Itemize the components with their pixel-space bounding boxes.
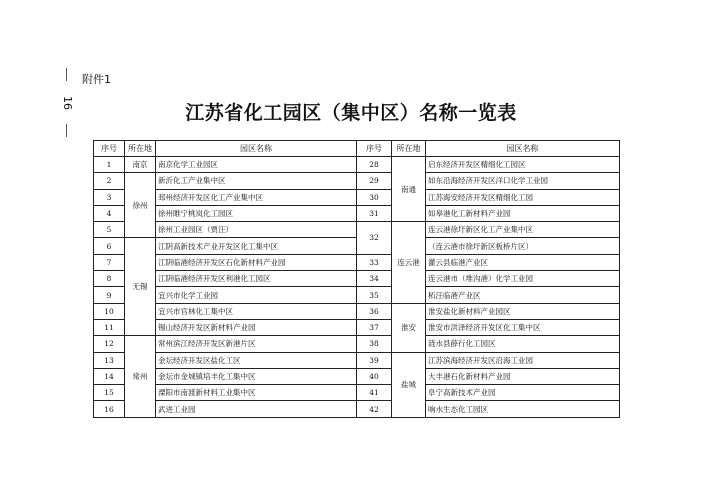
park-name-cell: 金坛市金城镇培丰化工集中区 xyxy=(156,368,357,384)
margin-dash-bottom xyxy=(66,124,67,137)
table-header-row xyxy=(94,141,620,157)
table-row xyxy=(94,222,620,238)
seq-cell: 28 xyxy=(357,157,392,173)
location-cell: 盐城 xyxy=(392,352,426,417)
header-park-name-2: 园区名称 xyxy=(426,141,620,157)
park-name-cell: 大丰港石化新材料产业园 xyxy=(426,368,620,384)
document-title: 江苏省化工园区（集中区）名称一览表 xyxy=(185,102,517,124)
header-seq-2: 序号 xyxy=(357,141,392,157)
park-name-cell: 阜宁高新技术产业园 xyxy=(426,385,620,401)
park-name-cell: 淮安盐化新材料产业园区 xyxy=(426,303,620,319)
seq-cell: 6 xyxy=(94,238,125,254)
park-name-cell: 宜兴市化学工业园 xyxy=(156,287,357,303)
header-location: 所在地 xyxy=(125,141,156,157)
location-cell: 连云港 xyxy=(392,222,426,303)
header-park-name: 园区名称 xyxy=(156,141,357,157)
table-row xyxy=(94,336,620,352)
header-seq: 序号 xyxy=(94,141,125,157)
location-cell: 南京 xyxy=(125,157,156,173)
chemical-parks-table xyxy=(93,140,620,418)
park-name-cell: 如东沿海经济开发区洋口化学工业园 xyxy=(426,173,620,189)
seq-cell: 37 xyxy=(357,319,392,335)
seq-cell: 12 xyxy=(94,336,125,352)
table-row xyxy=(94,271,620,287)
park-name-cell: 武进工业园 xyxy=(156,401,357,417)
attachment-label: 附件1 xyxy=(82,73,111,86)
seq-cell: 33 xyxy=(357,254,392,270)
park-name-cell: 江阴临港经济开发区石化新材料产业园 xyxy=(156,254,357,270)
table-row xyxy=(94,319,620,335)
park-name-cell: 江阴高新技术产业开发区化工集中区 xyxy=(156,238,357,254)
park-name-cell: 金坛经济开发区盐化工区 xyxy=(156,352,357,368)
seq-cell: 39 xyxy=(357,352,392,368)
table-row xyxy=(94,173,620,189)
park-name-cell: 锡山经济开发区新材料产业园 xyxy=(156,319,357,335)
park-name-cell: 如皋港化工新材料产业园 xyxy=(426,205,620,221)
seq-cell: 4 xyxy=(94,205,125,221)
seq-cell: 34 xyxy=(357,271,392,287)
park-name-cell: 常州滨江经济开发区新港片区 xyxy=(156,336,357,352)
seq-cell: 41 xyxy=(357,385,392,401)
seq-cell: 30 xyxy=(357,189,392,205)
seq-cell: 38 xyxy=(357,336,392,352)
park-name-cell: 徐州睢宁桃岚化工园区 xyxy=(156,205,357,221)
location-cell: 常州 xyxy=(125,336,156,417)
seq-cell: 7 xyxy=(94,254,125,270)
table-row xyxy=(94,157,620,173)
seq-cell: 5 xyxy=(94,222,125,238)
park-name-cell: 淮安市洪泽经济开发区化工集中区 xyxy=(426,319,620,335)
location-cell: 无锡 xyxy=(125,238,156,336)
seq-cell: 36 xyxy=(357,303,392,319)
location-cell: 徐州 xyxy=(125,173,156,238)
park-name-cell: 新沂化工产业集中区 xyxy=(156,173,357,189)
seq-cell: 31 xyxy=(357,205,392,221)
seq-cell: 13 xyxy=(94,352,125,368)
seq-cell: 14 xyxy=(94,368,125,384)
park-name-cell: 灌云县临港产业区 xyxy=(426,254,620,270)
table-row xyxy=(94,205,620,221)
margin-dash-top xyxy=(66,68,67,81)
seq-cell: 2 xyxy=(94,173,125,189)
table-row xyxy=(94,254,620,270)
location-cell: 淮安 xyxy=(392,303,426,352)
park-name-cell: 启东经济开发区精细化工园区 xyxy=(426,157,620,173)
seq-cell: 3 xyxy=(94,189,125,205)
seq-cell: 16 xyxy=(94,401,125,417)
park-name-cell: 连云港市（堆沟港）化学工业园 xyxy=(426,271,620,287)
table-row xyxy=(94,368,620,384)
park-name-cell: 溧阳市南渡新材料工业集中区 xyxy=(156,385,357,401)
seq-cell: 32 xyxy=(357,222,392,255)
park-name-cell: 邳州经济开发区化工产业集中区 xyxy=(156,189,357,205)
table-row xyxy=(94,303,620,319)
table-row xyxy=(94,401,620,417)
location-cell: 南通 xyxy=(392,157,426,222)
header-location-2: 所在地 xyxy=(392,141,426,157)
park-name-cell: 响水生态化工园区 xyxy=(426,401,620,417)
park-name-cell: 涟水县薛行化工园区 xyxy=(426,336,620,352)
seq-cell: 10 xyxy=(94,303,125,319)
seq-cell: 15 xyxy=(94,385,125,401)
park-name-cell: 宜兴市官林化工集中区 xyxy=(156,303,357,319)
seq-cell: 42 xyxy=(357,401,392,417)
seq-cell: 29 xyxy=(357,173,392,189)
seq-cell: 8 xyxy=(94,271,125,287)
seq-cell: 1 xyxy=(94,157,125,173)
seq-cell: 11 xyxy=(94,319,125,335)
park-name-cell: 江阴临港经济开发区利港化工园区 xyxy=(156,271,357,287)
park-name-cell: 江苏海安经济开发区精细化工园 xyxy=(426,189,620,205)
park-name-cell: 南京化学工业园区 xyxy=(156,157,357,173)
seq-cell: 9 xyxy=(94,287,125,303)
park-name-cell: 江苏滨海经济开发区沿海工业园 xyxy=(426,352,620,368)
seq-cell: 40 xyxy=(357,368,392,384)
table-row xyxy=(94,189,620,205)
park-name-cell: 徐州工业园区（贾汪） xyxy=(156,222,357,238)
table-row xyxy=(94,385,620,401)
seq-cell: 35 xyxy=(357,287,392,303)
table-row xyxy=(94,287,620,303)
table-row xyxy=(94,352,620,368)
park-name-cell: 连云港徐圩新区化工产业集中区 xyxy=(426,222,620,238)
park-name-cell: 柘汪临港产业区 xyxy=(426,287,620,303)
page-number: 16 xyxy=(61,96,74,110)
park-name-cell: （连云港市徐圩新区板桥片区） xyxy=(426,238,620,254)
